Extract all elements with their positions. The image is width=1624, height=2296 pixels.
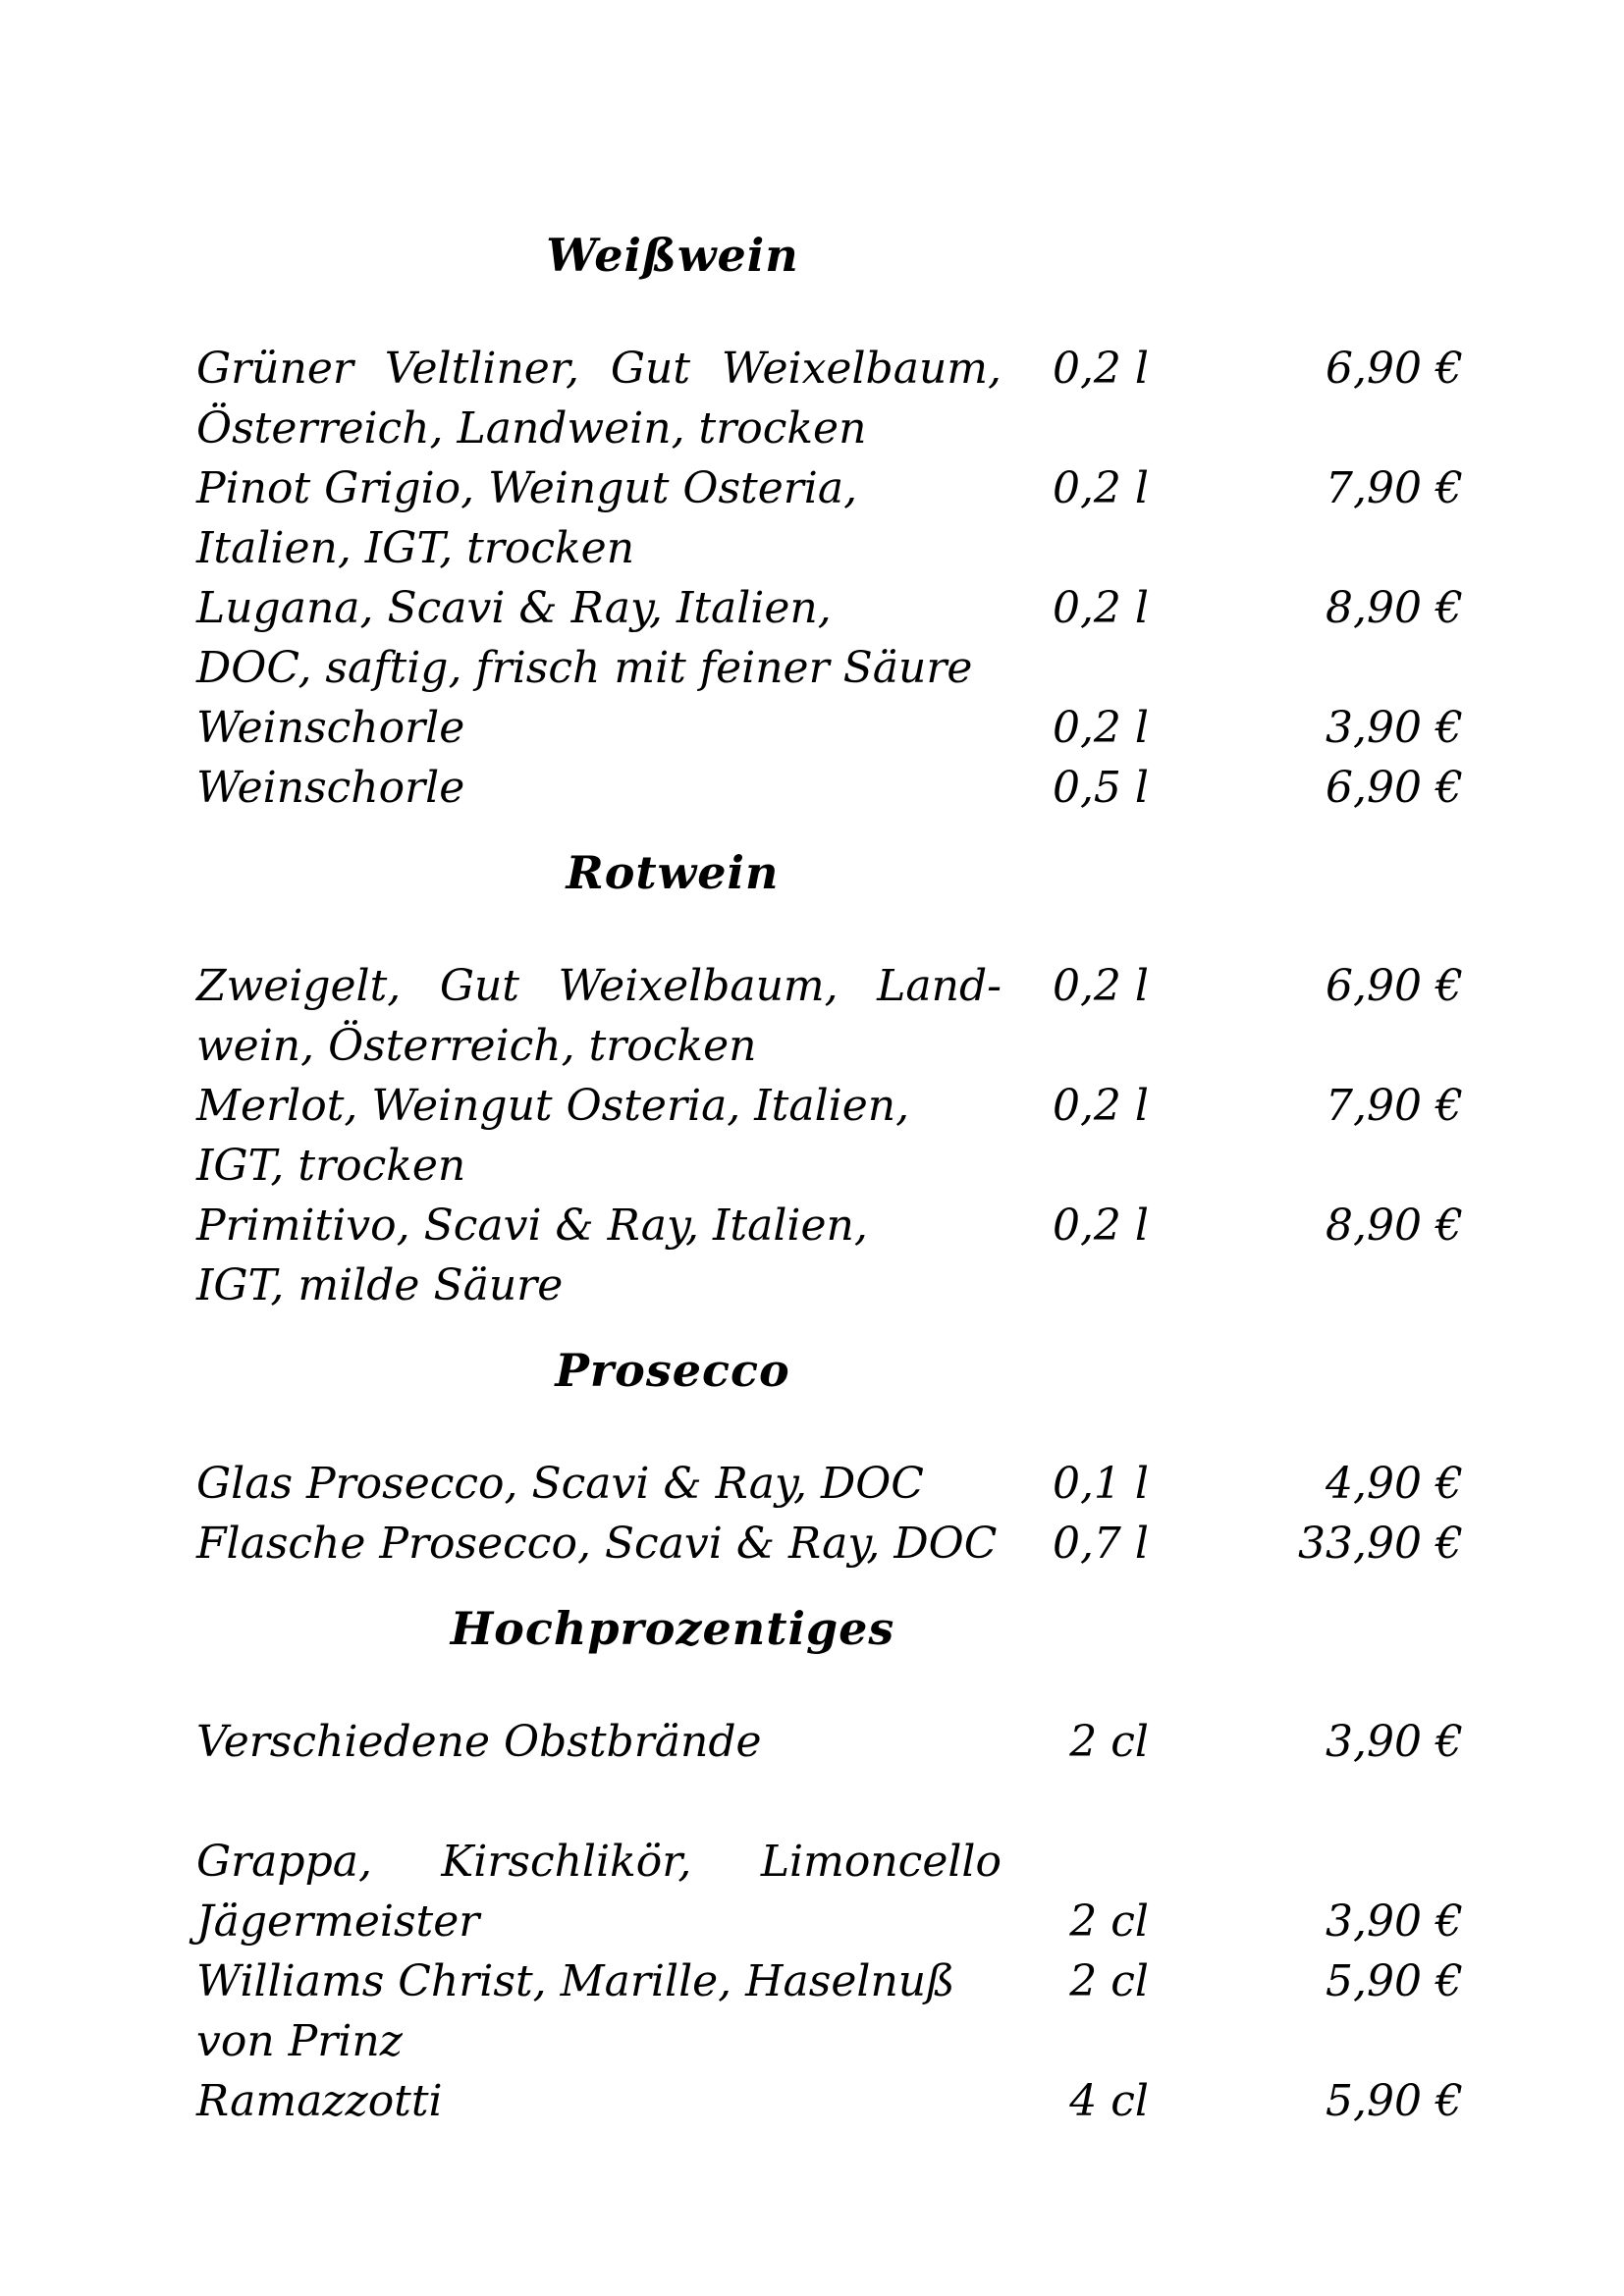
item-name-line: Grüner Veltliner, Gut Weixelbaum, <box>196 344 1001 394</box>
menu-item-row <box>196 1454 1463 1514</box>
item-name-line: Verschiedene Obstbrände <box>196 1717 762 1767</box>
item-name <box>196 698 1001 758</box>
menu-item-row <box>196 339 1463 458</box>
item-name-line: wein, Österreich, trocken <box>196 1021 757 1071</box>
item-quantity: 2 cl <box>1069 1896 1149 1947</box>
item-price: 5,90 € <box>1326 2076 1463 2126</box>
item-quantity: 4 cl <box>1069 2076 1149 2126</box>
item-quantity: 0,2 l <box>1052 703 1149 753</box>
item-price: 6,90 € <box>1326 763 1463 813</box>
item-name-line: IGT, trocken <box>196 1141 466 1191</box>
item-name <box>196 1832 1001 1892</box>
item-name-line: Lugana, Scavi & Ray, Italien, <box>196 583 832 633</box>
item-name <box>196 758 1001 818</box>
item-name-line: Flasche Prosecco, Scavi & Ray, DOC <box>196 1519 998 1569</box>
item-name-line: Glas Prosecco, Scavi & Ray, DOC <box>196 1459 924 1509</box>
item-quantity: 0,7 l <box>1052 1519 1149 1569</box>
item-price: 33,90 € <box>1298 1519 1463 1569</box>
menu-item-row <box>196 956 1463 1076</box>
section-rows <box>196 339 1463 818</box>
item-name-line: Jägermeister <box>196 1896 480 1947</box>
section-title: Rotwein <box>566 846 780 899</box>
menu-item-row <box>196 1951 1463 2071</box>
item-quantity: 0,2 l <box>1052 583 1149 633</box>
menu-section <box>196 226 1463 818</box>
item-name-line: Grappa, Kirschlikör, Limoncello <box>196 1837 1001 1887</box>
menu <box>196 226 1463 2131</box>
item-name <box>196 1196 1001 1315</box>
item-name-line: Österreich, Landwein, trocken <box>196 403 867 454</box>
menu-item-row <box>196 1712 1463 1772</box>
item-name-line: von Prinz <box>196 2016 403 2066</box>
item-name <box>196 1514 1001 1574</box>
menu-item-row <box>196 698 1463 758</box>
item-price: 3,90 € <box>1326 1896 1463 1947</box>
menu-item-row <box>196 2071 1463 2131</box>
item-quantity: 0,2 l <box>1052 344 1149 394</box>
item-quantity: 0,1 l <box>1052 1459 1149 1509</box>
item-name-line: DOC, saftig, frisch mit feiner Säure <box>196 643 973 693</box>
item-name <box>196 1454 1001 1514</box>
menu-section <box>196 843 1463 1315</box>
item-price: 7,90 € <box>1326 463 1463 513</box>
item-quantity: 0,2 l <box>1052 463 1149 513</box>
item-price: 7,90 € <box>1326 1081 1463 1131</box>
section-rows <box>196 956 1463 1315</box>
item-quantity: 0,2 l <box>1052 1081 1149 1131</box>
blank-line <box>196 1772 1463 1832</box>
item-name-line: Pinot Grigio, Weingut Osteria, <box>196 463 858 513</box>
section-title: Weißwein <box>546 229 799 282</box>
item-name <box>196 1076 1001 1196</box>
menu-item-row <box>196 1892 1463 1951</box>
menu-item-row <box>196 758 1463 818</box>
item-price: 8,90 € <box>1326 583 1463 633</box>
menu-item-row <box>196 458 1463 578</box>
item-price: 5,90 € <box>1326 1956 1463 2006</box>
item-quantity: 0,2 l <box>1052 961 1149 1011</box>
item-name <box>196 956 1001 1076</box>
item-quantity: 2 cl <box>1069 1717 1149 1767</box>
item-price: 3,90 € <box>1326 703 1463 753</box>
item-name-line: IGT, milde Säure <box>196 1260 564 1310</box>
menu-item-row <box>196 578 1463 698</box>
menu-item-row <box>196 1514 1463 1574</box>
menu-item-row <box>196 1196 1463 1315</box>
item-name-line: Italien, IGT, trocken <box>196 523 635 573</box>
menu-section <box>196 1341 1463 1574</box>
section-title: Hochprozentiges <box>450 1602 895 1655</box>
item-price: 3,90 € <box>1326 1717 1463 1767</box>
item-name <box>196 2071 1001 2131</box>
menu-section <box>196 1599 1463 2131</box>
item-price: 6,90 € <box>1326 961 1463 1011</box>
item-name <box>196 1951 1001 2071</box>
item-price: 4,90 € <box>1326 1459 1463 1509</box>
menu-item-row <box>196 1832 1463 1892</box>
item-name-line: Williams Christ, Marille, Haselnuß <box>196 1956 955 2006</box>
item-quantity: 2 cl <box>1069 1956 1149 2006</box>
item-quantity: 0,5 l <box>1052 763 1149 813</box>
item-name <box>196 458 1001 578</box>
item-name-line: Ramazzotti <box>196 2076 443 2126</box>
item-name-line: Weinschorle <box>196 763 465 813</box>
section-rows <box>196 1712 1463 2131</box>
item-name <box>196 578 1001 698</box>
item-price: 6,90 € <box>1326 344 1463 394</box>
item-quantity: 0,2 l <box>1052 1201 1149 1251</box>
section-rows <box>196 1454 1463 1574</box>
item-name-line: Primitivo, Scavi & Ray, Italien, <box>196 1201 868 1251</box>
section-title: Prosecco <box>555 1344 790 1397</box>
item-name-line: Zweigelt, Gut Weixelbaum, Land- <box>196 961 1001 1011</box>
item-name <box>196 339 1001 458</box>
item-price: 8,90 € <box>1326 1201 1463 1251</box>
item-name-line: Weinschorle <box>196 703 465 753</box>
item-name <box>196 1712 1001 1772</box>
item-name <box>196 1892 1001 1951</box>
menu-item-row <box>196 1076 1463 1196</box>
item-name-line: Merlot, Weingut Osteria, Italien, <box>196 1081 910 1131</box>
